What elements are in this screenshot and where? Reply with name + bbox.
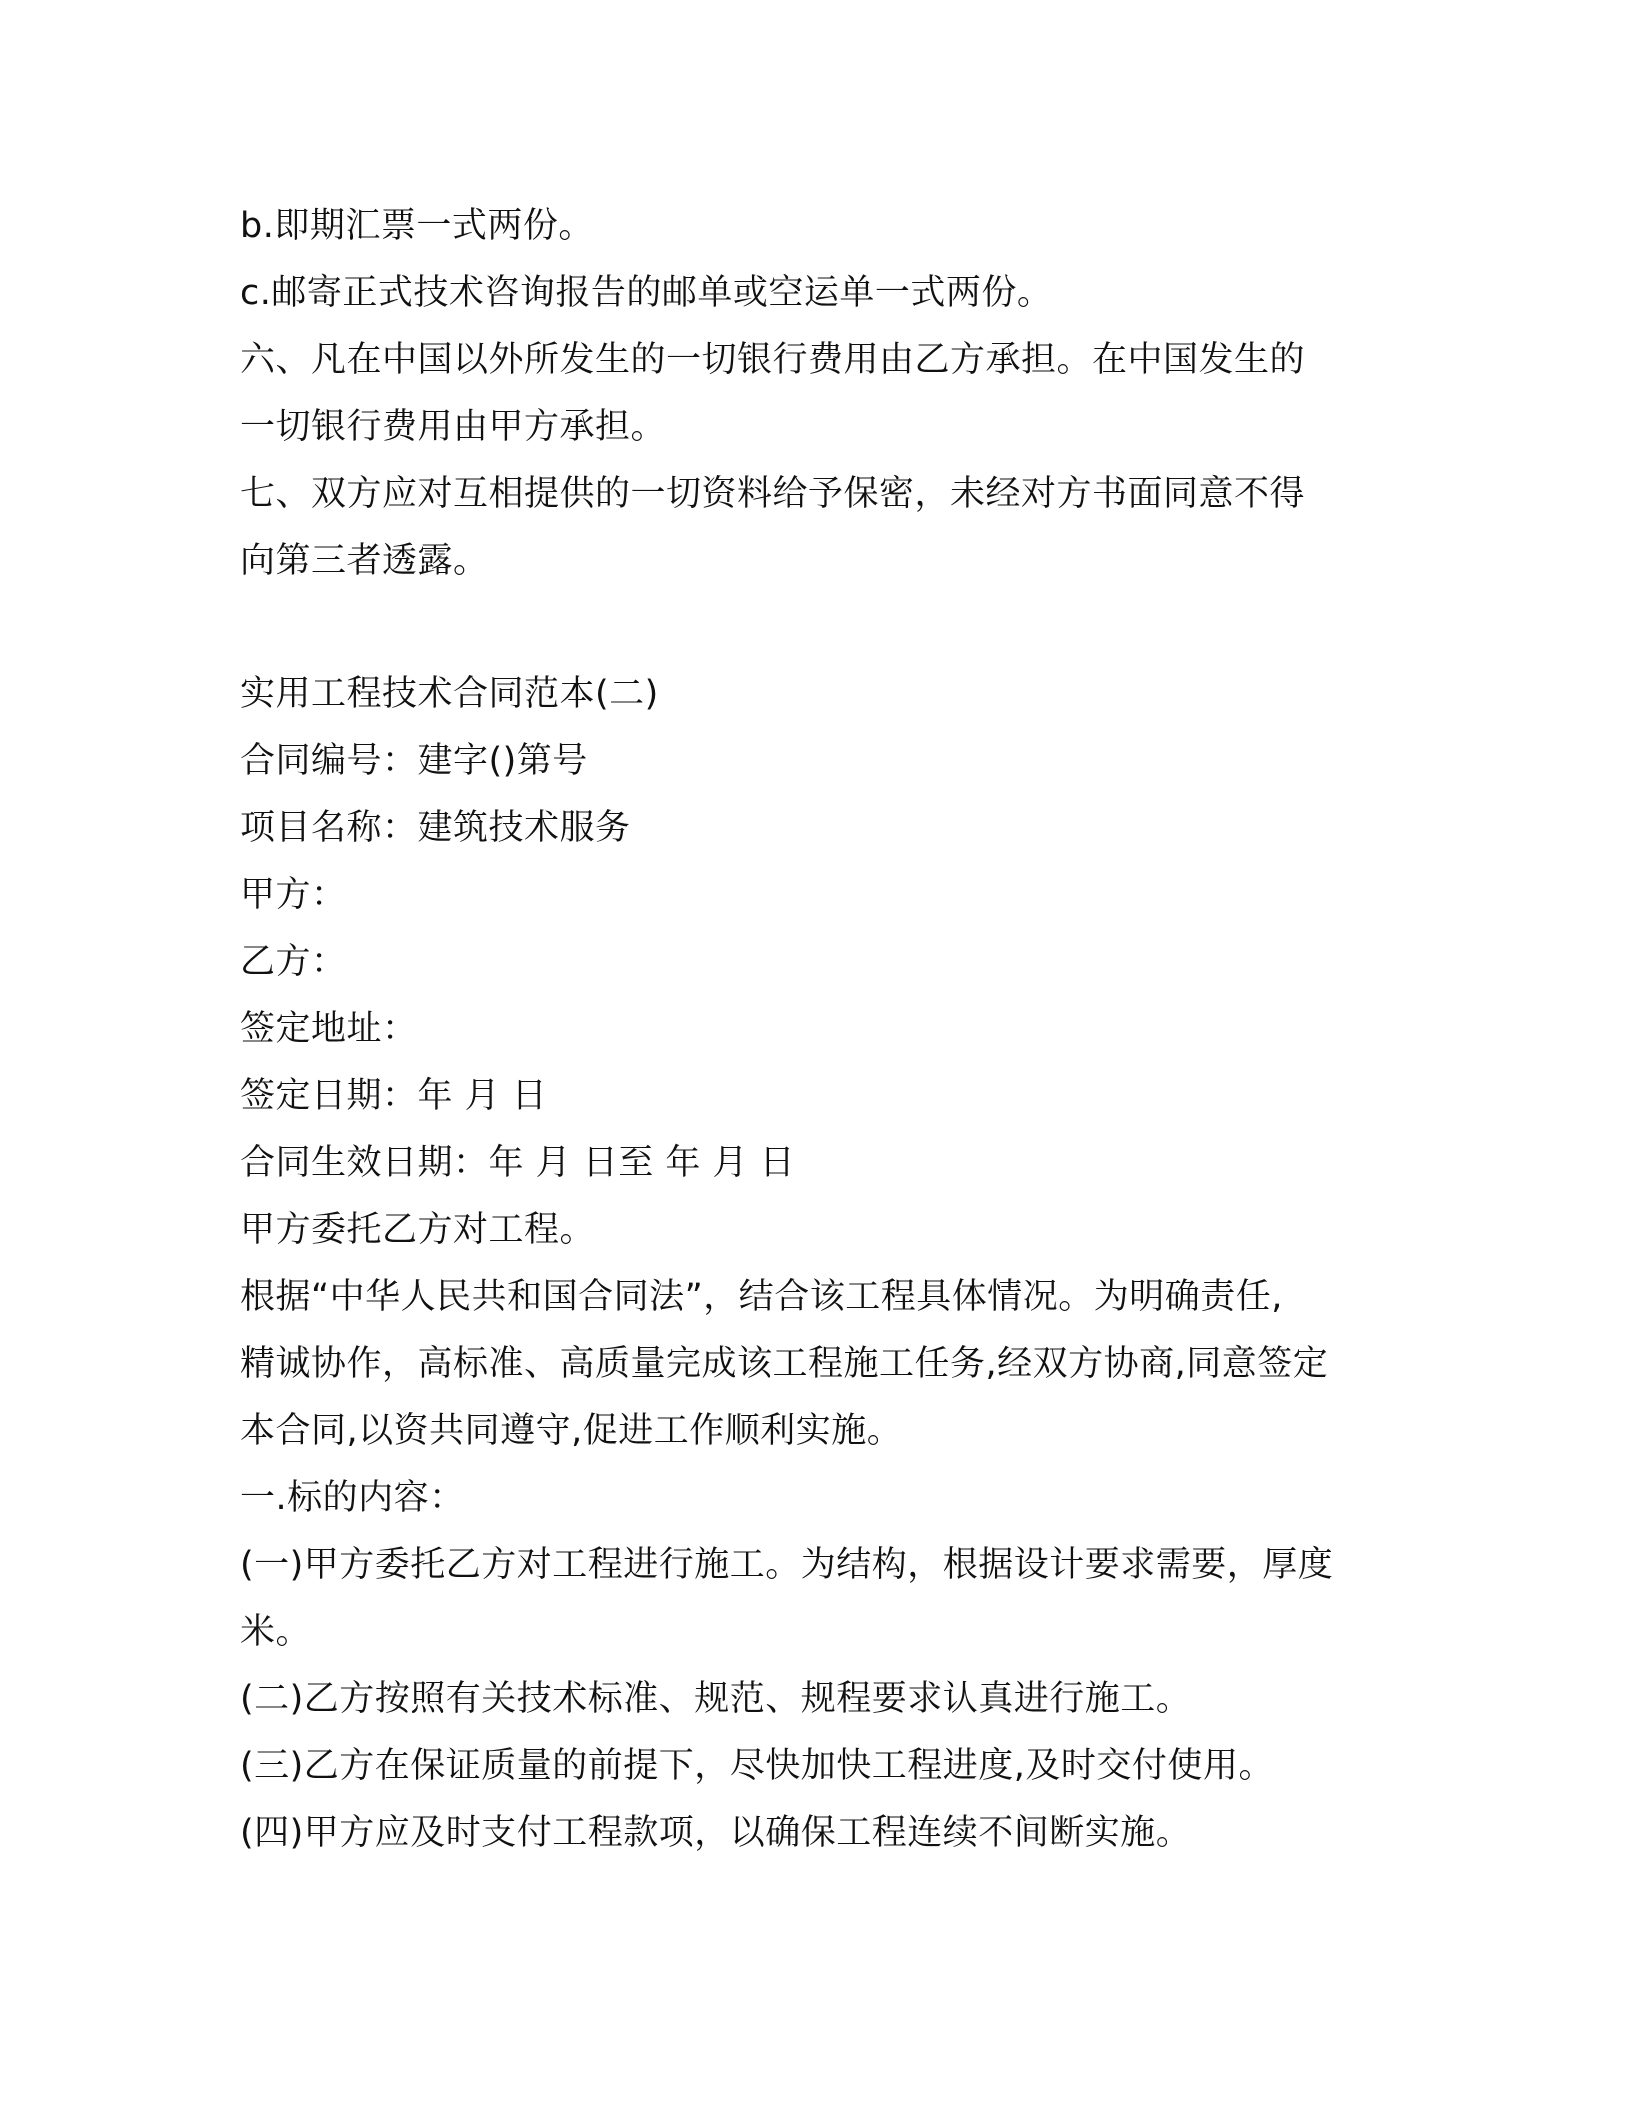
clause-six-line-1: 六、凡在中国以外所发生的一切银行费用由乙方承担。在中国发生的 [240,340,1306,380]
preamble-line-3: 本合同,以资共同遵守,促进工作顺利实施。 [240,1411,903,1451]
clause-seven-line-1: 七、双方应对互相提供的一切资料给予保密，未经对方书面同意不得 [240,474,1306,514]
contract-title: 实用工程技术合同范本(二) [240,674,659,714]
clause-six-line-2: 一切银行费用由甲方承担。 [240,407,667,447]
preamble-line-2: 精诚协作，高标准、高质量完成该工程施工任务,经双方协商,同意签定 [240,1344,1329,1384]
commission-statement: 甲方委托乙方对工程。 [240,1210,596,1250]
effective-date: 合同生效日期：年 月 日至 年 月 日 [240,1143,796,1183]
party-a: 甲方： [240,875,347,915]
project-name: 项目名称：建筑技术服务 [240,808,631,848]
subject-heading: 一.标的内容： [240,1478,465,1518]
contract-number: 合同编号：建字()第号 [240,741,588,781]
document-body [240,193,1390,1867]
item-three: (三)乙方在保证质量的前提下，尽快加快工程进度,及时交付使用。 [240,1746,1274,1786]
item-four: (四)甲方应及时支付工程款项，以确保工程连续不间断实施。 [240,1813,1192,1853]
text-line-c: c.邮寄正式技术咨询报告的邮单或空运单一式两份。 [240,273,1053,313]
signing-address: 签定地址： [240,1009,418,1049]
text-line-b: b.即期汇票一式两份。 [240,206,594,246]
item-one-line-1: (一)甲方委托乙方对工程进行施工。为结构，根据设计要求需要，厚度 [240,1545,1334,1585]
party-b: 乙方： [240,942,347,982]
item-two: (二)乙方按照有关技术标准、规范、规程要求认真进行施工。 [240,1679,1192,1719]
preamble-line-1: 根据“中华人民共和国合同法”，结合该工程具体情况。为明确责任, [240,1277,1283,1317]
section-gap [240,595,1390,661]
clause-seven-line-2: 向第三者透露。 [240,541,489,581]
item-one-line-2: 米。 [240,1612,312,1652]
signing-date: 签定日期：年 月 日 [240,1076,548,1116]
